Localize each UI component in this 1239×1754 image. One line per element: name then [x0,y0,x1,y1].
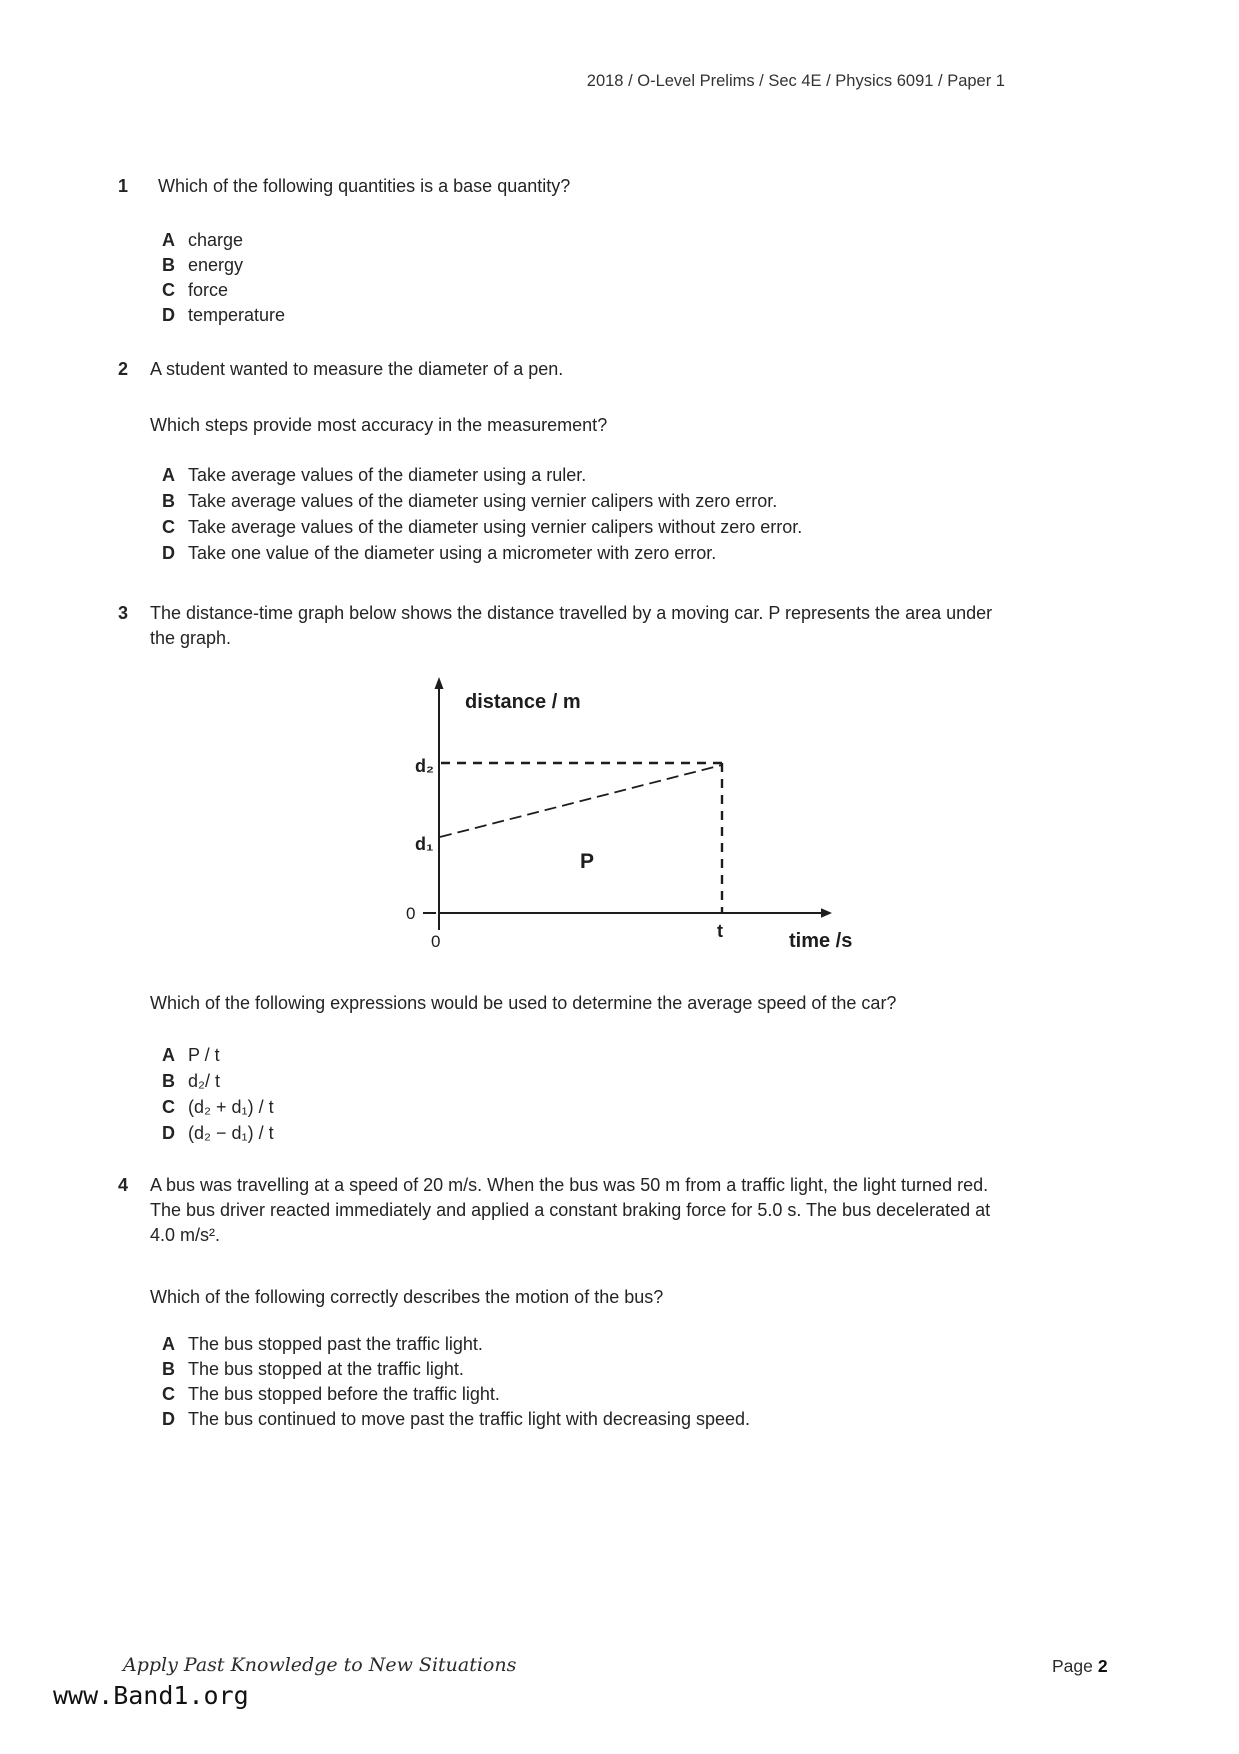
option-text: P / t [188,1045,220,1065]
footer-page-indicator [1052,1656,1108,1677]
question-4-continued [118,1285,1010,1432]
option-letter: C [162,280,175,300]
x-tick-zero: 0 [431,932,441,951]
page-number: 2 [1097,1656,1108,1676]
option-row [162,1332,1010,1357]
option-row [162,278,1010,303]
x-axis-label: time /s [789,930,853,952]
option-row [162,1042,1010,1068]
option-text: temperature [188,305,286,325]
option-text: d₂/ t [188,1071,221,1091]
option-text: The bus stopped past the traffic light. [188,1334,483,1354]
question-3-continued [118,991,1010,1146]
question-subtext: Which of the following expressions would be used to determine the average speed of the car? [150,993,897,1013]
option-row [162,1357,1010,1382]
option-text: Take average values of the diameter using vernier calipers with zero error. [188,491,778,511]
option-letter: A [162,465,175,485]
option-letter: C [162,1097,175,1117]
page-header-title: 2018 / O-Level Prelims / Sec 4E / Physics 6091 / Paper 1 [586,72,1005,90]
area-label-P: P [580,850,595,873]
spacer [118,1285,150,1310]
x-tick-t: t [717,921,723,941]
spacer [118,413,150,438]
question-4 [118,1173,1010,1248]
x-axis-arrow-icon [821,908,832,918]
question-3 [118,601,1010,651]
option-row [162,1068,1010,1094]
option-text: The bus stopped at the traffic light. [188,1359,464,1379]
y-tick-d2: d₂ [415,756,434,776]
footer-website: www.Band1.org [53,1681,249,1710]
page-label: Page [1052,1656,1093,1676]
option-text: force [188,280,229,300]
option-text: (d₂ − d₁) / t [188,1123,274,1143]
spacer [118,991,150,1016]
y-axis-label: distance / m [465,691,581,713]
question-number: 1 [118,176,129,196]
option-row [162,1407,1010,1432]
option-letter: D [162,305,175,325]
option-row [162,540,1010,566]
option-letter: A [162,1334,175,1354]
option-text: The bus continued to move past the traffic light with decreasing speed. [188,1409,750,1429]
y-axis-arrow-icon [435,677,444,689]
option-letter: D [162,1409,175,1429]
option-letter: C [162,1384,175,1404]
options-list [162,228,1010,328]
option-letter: A [162,230,175,250]
option-text: charge [188,230,244,250]
question-text: The distance-time graph below shows the distance travelled by a moving car. P represents the area under the graph. [150,603,993,648]
option-row [162,462,1010,488]
question-number: 4 [118,1175,129,1195]
question-2 [118,357,1010,566]
option-text: Take average values of the diameter using a ruler. [188,465,587,485]
option-letter: B [162,1071,175,1091]
options-list [162,462,1010,566]
option-letter: A [162,1045,175,1065]
question-subtext: Which steps provide most accuracy in the measurement? [150,415,608,435]
option-row [162,1382,1010,1407]
option-letter: D [162,1123,175,1143]
question-number: 2 [118,359,129,379]
question-subtext: Which of the following correctly describes the motion of the bus? [150,1287,664,1307]
option-letter: C [162,517,175,537]
option-text: (d₂ + d₁) / t [188,1097,274,1117]
option-text: energy [188,255,244,275]
option-row [162,303,1010,328]
distance-time-graph [395,675,865,967]
option-row [162,488,1010,514]
options-list [162,1042,1010,1146]
option-text: Take average values of the diameter using vernier calipers without zero error. [188,517,803,537]
option-letter: B [162,491,175,511]
option-text: Take one value of the diameter using a micrometer with zero error. [188,543,717,563]
question-1 [118,174,1010,328]
option-row [162,253,1010,278]
question-text: A bus was travelling at a speed of 20 m/s. When the bus was 50 m from a traffic light, the light turned red. The bus driver reacted immediately and applied a constant braking force for 5.0 s. The bus decelerated at 4.0 m/s². [150,1175,991,1245]
option-text: The bus stopped before the traffic light. [188,1384,500,1404]
y-tick-zero: 0 [406,904,416,923]
footer-motto: Apply Past Knowledge to New Situations [123,1654,517,1676]
question-text: A student wanted to measure the diameter of a pen. [150,359,564,379]
option-row [162,228,1010,253]
option-letter: D [162,543,175,563]
option-row [162,1120,1010,1146]
option-letter: B [162,1359,175,1379]
option-letter: B [162,255,175,275]
option-row [162,514,1010,540]
y-tick-d1: d₁ [415,834,434,854]
options-list [162,1332,1010,1432]
option-row [162,1094,1010,1120]
question-text: Which of the following quantities is a base quantity? [158,176,571,196]
question-number: 3 [118,603,129,623]
distance-line [440,765,722,837]
